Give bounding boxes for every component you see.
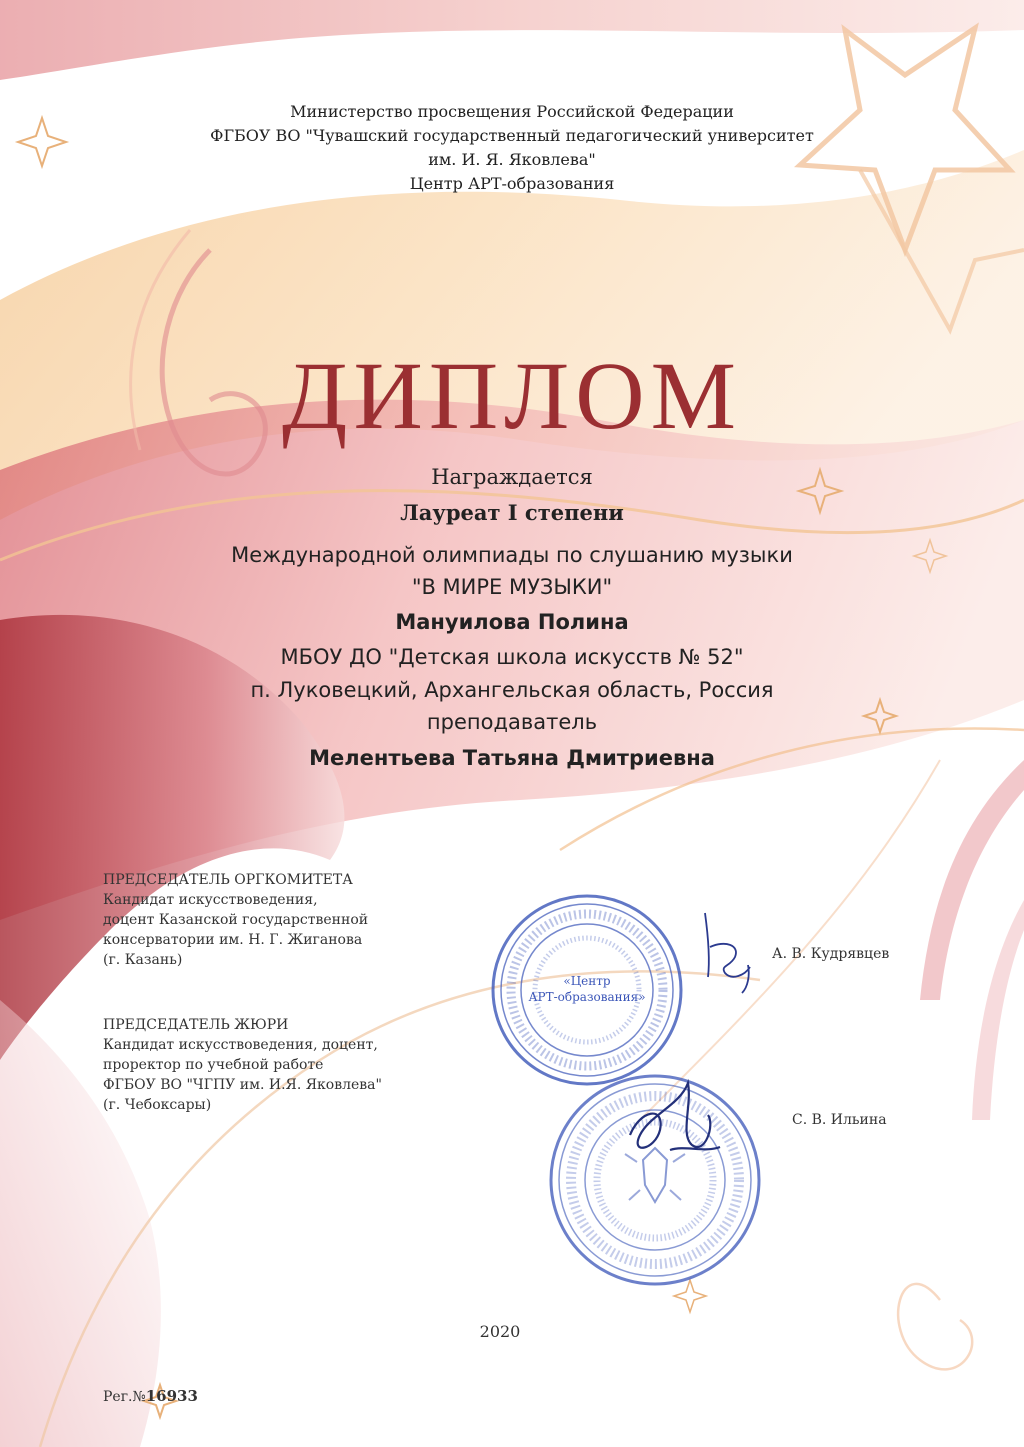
signatory-detail: Кандидат искусствоведения, bbox=[103, 892, 318, 908]
event-name-line1: Международной олимпиады по слушанию музыки bbox=[231, 543, 793, 567]
stamp-text-line1: «Центр bbox=[563, 974, 611, 988]
signature-jury bbox=[610, 1075, 730, 1185]
signatory-detail: (г. Казань) bbox=[103, 952, 183, 968]
signature-orgcommittee bbox=[690, 905, 770, 995]
signatory-detail: ФГБОУ ВО "ЧГПУ им. И.Я. Яковлева" bbox=[103, 1077, 382, 1093]
signatory-detail: проректор по учебной работе bbox=[103, 1057, 324, 1073]
organization-stamp bbox=[487, 890, 687, 1090]
signatory-name-jury: С. В. Ильина bbox=[792, 1112, 887, 1128]
teacher-label: преподаватель bbox=[426, 710, 598, 734]
university-name-line1: ФГБОУ ВО "Чувашский государственный педагогический университет bbox=[210, 126, 814, 145]
school-name: МБОУ ДО "Детская школа искусств № 52" bbox=[280, 645, 744, 669]
diploma-title: ДИПЛОМ bbox=[282, 342, 742, 449]
signatory-detail: консерватории им. Н. Г. Жиганова bbox=[103, 932, 363, 948]
signatory-role: ПРЕДСЕДАТЕЛЬ ОРГКОМИТЕТА bbox=[103, 872, 353, 888]
signatory-detail: (г. Чебоксары) bbox=[103, 1097, 212, 1113]
event-name-line2: "В МИРЕ МУЗЫКИ" bbox=[411, 575, 613, 599]
signatory-role: ПРЕДСЕДАТЕЛЬ ЖЮРИ bbox=[103, 1017, 289, 1033]
registration-label: Рег.№ bbox=[103, 1389, 146, 1405]
university-name-line2: им. И. Я. Яковлева" bbox=[428, 150, 596, 169]
registration-value: 16933 bbox=[145, 1387, 198, 1405]
signatory-detail: доцент Казанской государственной bbox=[103, 912, 369, 928]
center-name: Центр АРТ-образования bbox=[409, 174, 615, 193]
teacher-name: Мелентьева Татьяна Дмитриевна bbox=[309, 746, 715, 770]
recipient-name: Мануилова Полина bbox=[395, 610, 629, 634]
award-rank: Лауреат I степени bbox=[400, 500, 624, 525]
issue-year: 2020 bbox=[479, 1322, 521, 1341]
awarded-label: Награждается bbox=[431, 465, 593, 489]
registration-number bbox=[103, 1387, 198, 1405]
issuer-header bbox=[0, 100, 1024, 196]
stamp-text-line2: АРТ-образования» bbox=[528, 990, 646, 1004]
signatory-jury bbox=[103, 1015, 382, 1115]
signatory-name-orgcommittee: А. В. Кудрявцев bbox=[772, 946, 890, 962]
signatory-orgcommittee bbox=[103, 870, 368, 970]
school-location: п. Луковецкий, Архангельская область, Россия bbox=[250, 678, 774, 702]
signatory-detail: Кандидат искусствоведения, доцент, bbox=[103, 1037, 378, 1053]
ministry-name: Министерство просвещения Российской Федерации bbox=[290, 102, 734, 121]
